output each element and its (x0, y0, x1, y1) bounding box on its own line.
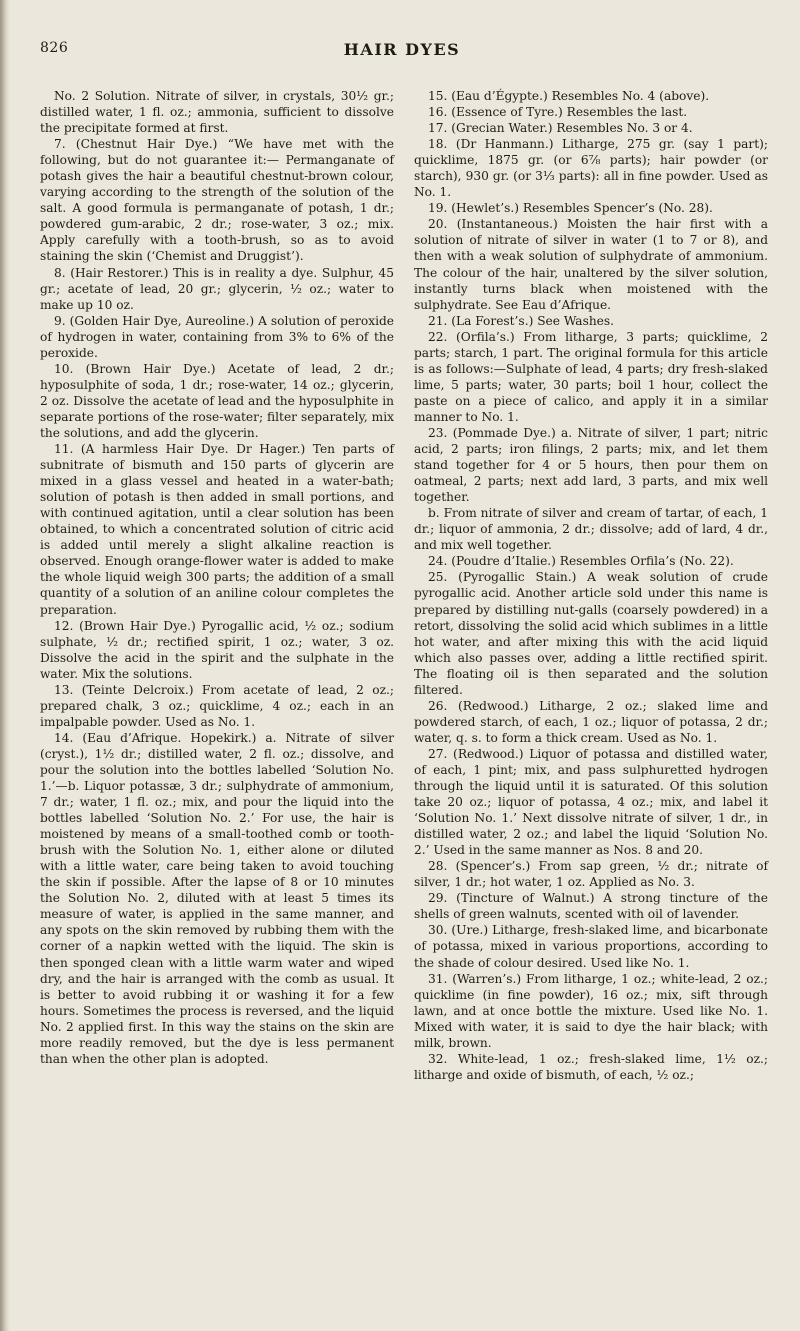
entry-23b: b. From nitrate of silver and cream of tartar, of each, 1 dr.; liquor of ammonia, 2 dr.; dissolve; add of lard, 4 dr., and mix well together. (414, 506, 768, 553)
entry-31: 31. (Warren’s.) From litharge, 1 oz.; white-lead, 2 oz.; quicklime (in fine powder), 16 oz.; mix, sift through lawn, and at once bottle the mixture. Used like No. 1. Mixed with water, it is said to dye the hair black; with milk, brown. (414, 971, 768, 1050)
right-column (414, 88, 768, 1083)
text-columns (40, 88, 768, 1083)
entry-29: 29. (Tincture of Walnut.) A strong tincture of the shells of green walnuts, scented with oil of lavender. (414, 891, 768, 922)
entry-7: 7. (Chestnut Hair Dye.) “We have met with the following, but do not guarantee it:— Permanganate of potash gives the hair a beautiful chestnut-brown colour, varying according to the strength of the solution of the salt. A good formula is permanganate of potash, 1 dr.; powdered gum-arabic, 2 dr.; rose-water, 3 oz.; mix. Apply carefully with a tooth-brush, so as to avoid staining the skin (‘Chemist and Druggist’). (40, 137, 394, 264)
entry-10: 10. (Brown Hair Dye.) Acetate of lead, 2 dr.; hyposulphite of soda, 1 dr.; rose-water, 14 oz.; glycerin, 2 oz. Dissolve the acetate of lead and the hyposulphite in separate portions of the rose-water; filter separately, mix the solutions, and add the glycerin. (40, 361, 394, 440)
entry-21: 21. (La Forest’s.) See Washes. (428, 313, 615, 328)
entry-28: 28. (Spencer’s.) From sap green, ½ dr.; nitrate of silver, 1 dr.; hot water, 1 oz. Applied as No. 3. (414, 859, 768, 890)
left-column (40, 88, 394, 1083)
entry-11: 11. (A harmless Hair Dye. Dr Hager.) Ten parts of subnitrate of bismuth and 150 parts of glycerin are mixed in a glass vessel and heated in a water-bath; solution of potash is then added in small portions, and with continued agitation, until a clear solution has been obtained, to which a concentrated solution of citric acid is added until merely a slight alkaline reaction is observed. Enough orange-flower water is added to make the whole liquid weigh 300 parts; the addition of a small quantity of a solution of an aniline colour completes the preparation. (40, 442, 394, 617)
page-header (40, 40, 764, 64)
entry-14: 14. (Eau d’Afrique. Hopekirk.) a. Nitrate of silver (cryst.), 1½ dr.; distilled water, 2 fl. oz.; dissolve, and pour the solution into the bottles labelled ‘Solution No. 1.’—b. Liquor potassæ, 3 dr.; sulphydrate of ammonium, 7 dr.; water, 1 fl. oz.; mix, and pour the liquid into the bottles labelled ‘Solution No. 2.’ For use, the hair is moistened by means of a small-toothed comb or tooth-brush with the Solution No. 1, either alone or diluted with a little water, care being taken to avoid touching the skin if possible. After the lapse of 8 or 10 minutes the Solution No. 2, diluted with at least 5 times its measure of water, is applied in the same manner, and any spots on the skin removed by rubbing them with the corner of a napkin wetted with the liquid. The skin is then sponged clean with a little warm water and wiped dry, and the hair is arranged with the comb as usual. It is better to avoid rubbing it or washing it for a few hours. Sometimes the process is reversed, and the liquid No. 2 applied first. In this way the stains on the skin are more readily removed, but the dye is less permanent than when the other plan is adopted. (40, 730, 394, 1066)
page-number: 826 (40, 40, 69, 56)
entry-8: 8. (Hair Restorer.) This is in reality a dye. Sulphur, 45 gr.; acetate of lead, 20 gr.; glycerin, ½ oz.; water to make up 10 oz. (40, 265, 394, 312)
entry-24: 24. (Poudre d’Italie.) Resembles Orfila’s (No. 22). (428, 554, 734, 569)
entry-13: 13. (Teinte Delcroix.) From acetate of lead, 2 oz.; prepared chalk, 3 oz.; quicklime, 4 oz.; each in an impalpable powder. Used as No. 1. (40, 682, 394, 729)
entry-solution-no-2: No. 2 Solution. Nitrate of silver, in crystals, 30½ gr.; distilled water, 1 fl. oz.; ammonia, sufficient to dissolve the precipitate formed at first. (40, 89, 394, 136)
entry-16: 16. (Essence of Tyre.) Resembles the last. (428, 105, 688, 120)
entry-27: 27. (Redwood.) Liquor of potassa and distilled water, of each, 1 pint; mix, and pass sulphuretted hydrogen through the liquid until it is saturated. Of this solution take 20 oz.; liquor of potassa, 4 oz.; mix, and label it ‘Solution No. 1.’ Next dissolve nitrate of silver, 1 dr., in distilled water, 2 oz.; and label the liquid ‘Solution No. 2.’ Used in the same manner as Nos. 8 and 20. (414, 746, 768, 858)
entry-20: 20. (Instantaneous.) Moisten the hair first with a solution of nitrate of silver in water (1 to 7 or 8), and then with a weak solution of sulphydrate of ammonium. The colour of the hair, unaltered by the silver solution, instantly turns black when moistened with the sulphydrate. See Eau d’Afrique. (414, 217, 768, 312)
entry-30: 30. (Ure.) Litharge, fresh-slaked lime, and bicarbonate of potassa, mixed in various proportions, according to the shade of colour desired. Used like No. 1. (414, 923, 768, 970)
entry-18: 18. (Dr Hanmann.) Litharge, 275 gr. (say 1 part); quicklime, 1875 gr. (or 6⅞ parts); hair powder (or starch), 930 gr. (or 3⅓ parts): all in fine powder. Used as No. 1. (414, 137, 768, 200)
entry-12: 12. (Brown Hair Dye.) Pyrogallic acid, ½ oz.; sodium sulphate, ½ dr.; rectified spirit, 1 oz.; water, 3 oz. Dissolve the acid in the spirit and the sulphate in the water. Mix the solutions. (40, 618, 394, 681)
entry-9: 9. (Golden Hair Dye, Aureoline.) A solution of peroxide of hydrogen in water, containing from 3% to 6% of the peroxide. (40, 313, 394, 360)
entry-26: 26. (Redwood.) Litharge, 2 oz.; slaked lime and powdered starch, of each, 1 oz.; liquor of potassa, 2 dr.; water, q. s. to form a thick cream. Used as No. 1. (414, 698, 768, 745)
running-head: HAIR DYES (343, 40, 461, 59)
entry-22: 22. (Orfila’s.) From litharge, 3 parts; quicklime, 2 parts; starch, 1 part. The original formula for this article is as follows:—Sulphate of lead, 4 parts; dry fresh-slaked lime, 5 parts; water, 30 parts; boil 1 hour, collect the paste on a piece of calico, and apply it in a similar manner to No. 1. (414, 329, 768, 424)
entry-19: 19. (Hewlet’s.) Resembles Spencer’s (No. 28). (428, 201, 713, 216)
page-gutter (0, 0, 10, 1331)
entry-17: 17. (Grecian Water.) Resembles No. 3 or 4. (428, 121, 693, 136)
entry-25: 25. (Pyrogallic Stain.) A weak solution of crude pyrogallic acid. Another article sold under this name is prepared by distilling nut-galls (coarsely powdered) in a retort, dissolving the solid acid which sublimes in a little hot water, and after mixing this with the acid liquid which also passes over, adding a little rectified spirit. The floating oil is then separated and the solution filtered. (414, 570, 768, 697)
entry-23a: 23. (Pommade Dye.) a. Nitrate of silver, 1 part; nitric acid, 2 parts; iron filings, 2 parts; mix, and let them stand together for 4 or 5 hours, then pour them on oatmeal, 2 parts; next add lard, 3 parts, and mix well together. (414, 425, 768, 505)
entry-32: 32. White-lead, 1 oz.; fresh-slaked lime, 1½ oz.; litharge and oxide of bismuth, of each, ½ oz.; (414, 1051, 768, 1082)
entry-15: 15. (Eau d’Égypte.) Resembles No. 4 (above). (428, 89, 710, 103)
